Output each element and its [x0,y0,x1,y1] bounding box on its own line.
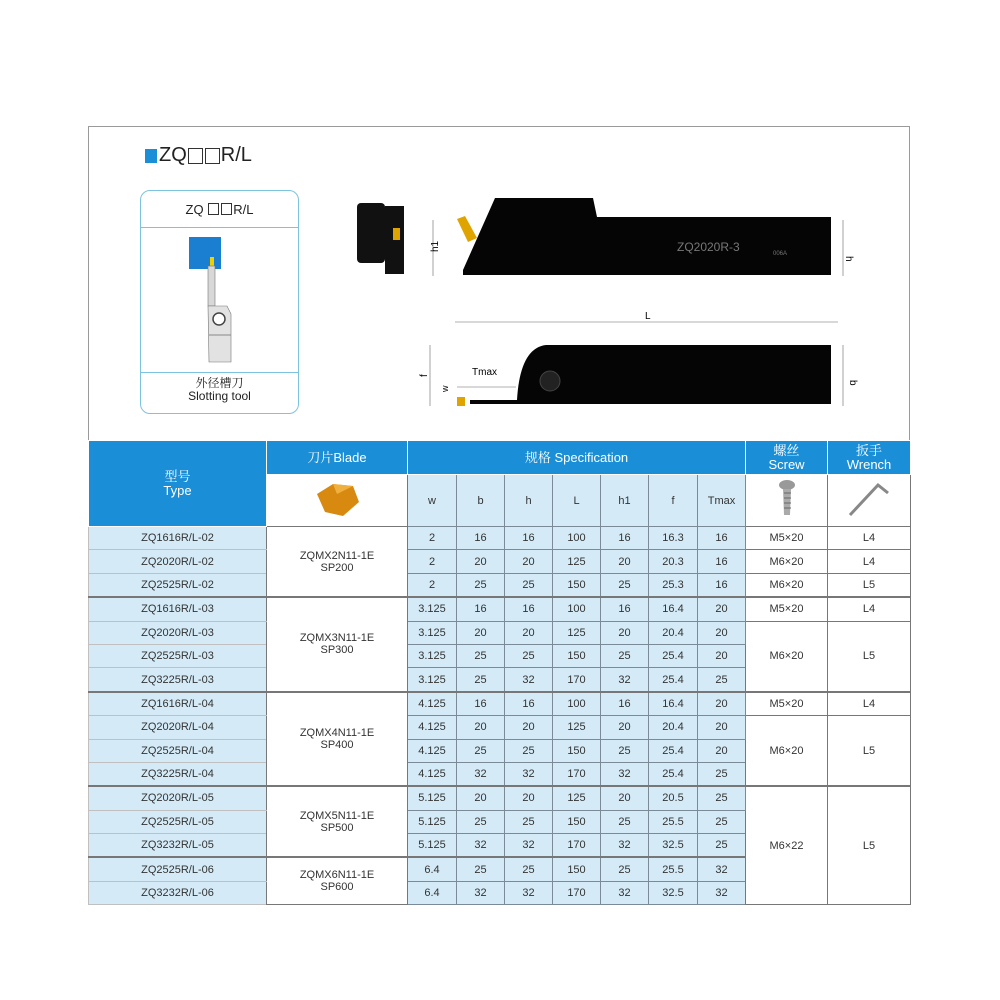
table-row [89,597,911,621]
wrench-cell: L4 [828,692,911,716]
screw-cell: M6×20 [746,716,828,787]
spec-value-h1: 25 [601,857,649,881]
type-cell: ZQ2020R/L-04 [89,716,267,739]
header-wrench [828,441,911,475]
spec-value-tmax: 16 [698,550,746,573]
spec-value-f: 25.5 [649,857,698,881]
spec-value-f: 32.5 [649,834,698,858]
spec-table [88,440,911,905]
product-title [145,144,252,167]
spec-value-f: 16.3 [649,527,698,550]
spec-value-h: 20 [505,786,553,810]
spec-value-h1: 16 [601,692,649,716]
card-caption [141,372,298,413]
type-cell: ZQ2020R/L-02 [89,550,267,573]
spec-value-b: 20 [457,550,505,573]
blade-cell [267,597,408,692]
title-prefix: ZQ [159,144,187,166]
spec-value-f: 20.4 [649,716,698,739]
spec-value-tmax: 32 [698,881,746,904]
spec-value-h1: 16 [601,597,649,621]
spec-value-w: 3.125 [408,621,457,644]
spec-value-h: 25 [505,810,553,833]
wrench-cell: L5 [828,786,911,904]
spec-col-w: w [408,475,457,527]
type-cell: ZQ3225R/L-03 [89,668,267,692]
spec-value-b: 20 [457,786,505,810]
spec-value-b: 16 [457,692,505,716]
spec-value-h: 25 [505,573,553,597]
spec-value-tmax: 20 [698,644,746,667]
spec-value-f: 25.5 [649,810,698,833]
spec-value-l: 170 [553,881,601,904]
spec-col-tmax: Tmax [698,475,746,527]
table-row [89,786,911,810]
blade-cell [267,692,408,787]
table-row [89,621,911,644]
spec-value-l: 100 [553,692,601,716]
spec-value-l: 100 [553,527,601,550]
spec-value-tmax: 16 [698,527,746,550]
blade-sp: SP500 [320,821,354,834]
spec-value-f: 16.4 [649,692,698,716]
card-suffix: R/L [233,201,254,217]
type-cell: ZQ1616R/L-04 [89,692,267,716]
header-screw [746,441,828,475]
type-cell: ZQ2525R/L-03 [89,644,267,667]
dim-h: h [843,256,854,262]
spec-value-b: 16 [457,527,505,550]
spec-value-l: 125 [553,786,601,810]
spec-value-f: 32.5 [649,881,698,904]
type-cell: ZQ2020R/L-03 [89,621,267,644]
spec-value-tmax: 20 [698,692,746,716]
blade-name: ZQMX6N11-1E [299,869,375,882]
spec-value-h: 32 [505,762,553,786]
placeholder-box [188,148,203,164]
spec-col-h1: h1 [601,475,649,527]
spec-value-w: 5.125 [408,786,457,810]
spec-value-h: 25 [505,739,553,762]
spec-value-f: 20.5 [649,786,698,810]
type-cell: ZQ1616R/L-03 [89,597,267,621]
spec-value-h1: 20 [601,716,649,739]
spec-value-tmax: 20 [698,621,746,644]
blade-sp: SP600 [320,881,354,894]
wrench-en: Wrench [846,456,892,472]
screw-cell: M5×20 [746,692,828,716]
spec-value-tmax: 16 [698,573,746,597]
spec-value-f: 25.4 [649,739,698,762]
spec-value-w: 3.125 [408,644,457,667]
spec-value-b: 25 [457,857,505,881]
spec-value-h: 25 [505,644,553,667]
placeholder-box [208,203,219,215]
spec-value-h: 25 [505,857,553,881]
dim-tmax: Tmax [472,367,497,378]
spec-value-h: 32 [505,881,553,904]
spec-value-h1: 20 [601,786,649,810]
wrench-cell: L4 [828,527,911,550]
insert-icon [267,475,408,527]
type-cell: ZQ3225R/L-04 [89,762,267,786]
spec-value-tmax: 25 [698,762,746,786]
spec-value-b: 20 [457,716,505,739]
spec-value-h: 20 [505,550,553,573]
spec-value-w: 4.125 [408,716,457,739]
spec-value-l: 150 [553,739,601,762]
tool-type-card [140,190,299,414]
spec-value-f: 20.4 [649,621,698,644]
dim-h1: h1 [430,240,441,252]
screw-cn: 螺丝 [773,442,800,458]
spec-value-l: 150 [553,644,601,667]
spec-value-f: 16.4 [649,597,698,621]
type-cn: 型号 [164,468,191,484]
spec-value-w: 2 [408,550,457,573]
spec-value-l: 125 [553,550,601,573]
spec-value-l: 150 [553,857,601,881]
caption-en: Slotting tool [188,389,251,403]
spec-value-b: 25 [457,810,505,833]
type-cell: ZQ2525R/L-02 [89,573,267,597]
spec-value-h1: 32 [601,762,649,786]
screw-cell: M6×22 [746,786,828,904]
spec-value-w: 5.125 [408,834,457,858]
hex-key-icon [828,475,911,527]
spec-value-tmax: 20 [698,597,746,621]
spec-value-b: 25 [457,573,505,597]
spec-value-w: 2 [408,527,457,550]
spec-col-h: h [505,475,553,527]
header-blade: 刀片Blade [267,441,408,475]
spec-value-w: 5.125 [408,810,457,833]
spec-value-f: 25.3 [649,573,698,597]
spec-value-l: 170 [553,668,601,692]
spec-value-f: 25.4 [649,668,698,692]
spec-value-tmax: 20 [698,716,746,739]
blade-name: ZQMX5N11-1E [299,809,375,822]
spec-value-h: 20 [505,621,553,644]
screw-cell: M6×20 [746,621,828,692]
header-specification: 规格 Specification [408,441,746,475]
screw-cell: M5×20 [746,527,828,550]
spec-value-b: 32 [457,881,505,904]
screw-cell: M5×20 [746,597,828,621]
spec-value-h1: 25 [601,644,649,667]
table-row [89,550,911,573]
type-cell: ZQ3232R/L-06 [89,881,267,904]
spec-value-w: 4.125 [408,692,457,716]
spec-value-w: 2 [408,573,457,597]
screw-icon [746,475,828,527]
placeholder-box [221,203,232,215]
spec-value-l: 170 [553,834,601,858]
spec-value-l: 150 [553,810,601,833]
blade-cell [267,786,408,857]
blade-sp: SP300 [320,644,354,657]
spec-value-l: 100 [553,597,601,621]
spec-value-h: 16 [505,692,553,716]
spec-col-f: f [649,475,698,527]
screw-en: Screw [768,456,805,472]
spec-value-h1: 20 [601,550,649,573]
spec-value-h1: 25 [601,573,649,597]
blade-cell [267,527,408,598]
placeholder-box [205,148,220,164]
type-cell: ZQ2525R/L-06 [89,857,267,881]
spec-col-b: b [457,475,505,527]
spec-value-tmax: 25 [698,786,746,810]
type-en: Type [163,482,192,498]
type-cell: ZQ2525R/L-05 [89,810,267,833]
spec-value-b: 25 [457,644,505,667]
spec-value-tmax: 25 [698,834,746,858]
spec-value-w: 4.125 [408,739,457,762]
spec-value-f: 25.4 [649,644,698,667]
slotting-tool-illustration [141,228,298,378]
spec-value-b: 25 [457,668,505,692]
spec-value-b: 16 [457,597,505,621]
spec-value-h: 32 [505,834,553,858]
spec-value-h1: 20 [601,621,649,644]
spec-value-b: 32 [457,762,505,786]
holder-marking: ZQ2020R-3 [677,240,740,254]
title-suffix: R/L [220,144,252,166]
dim-L: L [645,311,651,322]
spec-value-tmax: 32 [698,857,746,881]
wrench-cell: L4 [828,550,911,573]
caption-cn: 外径槽刀 [195,376,244,390]
spec-value-b: 32 [457,834,505,858]
card-title [141,191,298,228]
spec-value-w: 3.125 [408,668,457,692]
type-cell: ZQ2525R/L-04 [89,739,267,762]
header-type [89,441,267,527]
spec-value-h: 32 [505,668,553,692]
wrench-cn: 扳手 [855,442,882,458]
wrench-cell: L5 [828,573,911,597]
wrench-cell: L5 [828,716,911,787]
type-cell: ZQ1616R/L-02 [89,527,267,550]
table-row [89,716,911,739]
screw-cell: M6×20 [746,573,828,597]
spec-value-b: 20 [457,621,505,644]
dim-b: b [847,380,858,386]
spec-value-b: 25 [457,739,505,762]
spec-value-h1: 25 [601,810,649,833]
spec-value-h1: 16 [601,527,649,550]
spec-value-w: 6.4 [408,857,457,881]
blade-name: ZQMX3N11-1E [299,632,375,645]
table-row [89,692,911,716]
blade-sp: SP400 [320,739,354,752]
side-view [430,198,854,276]
spec-value-h: 16 [505,527,553,550]
spec-value-w: 6.4 [408,881,457,904]
dim-w: w [440,385,450,392]
blade-sp: SP200 [320,561,354,574]
spec-value-h1: 32 [601,881,649,904]
spec-value-h1: 25 [601,739,649,762]
wrench-cell: L4 [828,597,911,621]
top-view [419,311,858,406]
screw-cell: M6×20 [746,550,828,573]
blade-name: ZQMX4N11-1E [299,727,375,740]
spec-value-w: 3.125 [408,597,457,621]
spec-value-h: 20 [505,716,553,739]
spec-value-tmax: 25 [698,810,746,833]
spec-value-l: 125 [553,716,601,739]
spec-value-l: 170 [553,762,601,786]
blade-cell [267,857,408,904]
end-view [357,203,404,274]
tool-holder-drawings [350,190,858,430]
wrench-cell: L5 [828,621,911,692]
holder-small-mark: 006A [773,251,788,257]
spec-col-l: L [553,475,601,527]
type-cell: ZQ2020R/L-05 [89,786,267,810]
spec-value-h: 16 [505,597,553,621]
type-cell: ZQ3232R/L-05 [89,834,267,858]
spec-value-tmax: 25 [698,668,746,692]
spec-value-h1: 32 [601,668,649,692]
card-prefix: ZQ [185,201,204,217]
spec-value-tmax: 20 [698,739,746,762]
spec-value-l: 150 [553,573,601,597]
spec-value-f: 25.4 [649,762,698,786]
title-marker [145,149,157,163]
spec-value-h1: 32 [601,834,649,858]
blade-name: ZQMX2N11-1E [299,549,375,562]
spec-value-f: 20.3 [649,550,698,573]
spec-value-l: 125 [553,621,601,644]
spec-value-w: 4.125 [408,762,457,786]
dim-f: f [419,374,430,377]
table-row [89,573,911,597]
table-row [89,527,911,550]
